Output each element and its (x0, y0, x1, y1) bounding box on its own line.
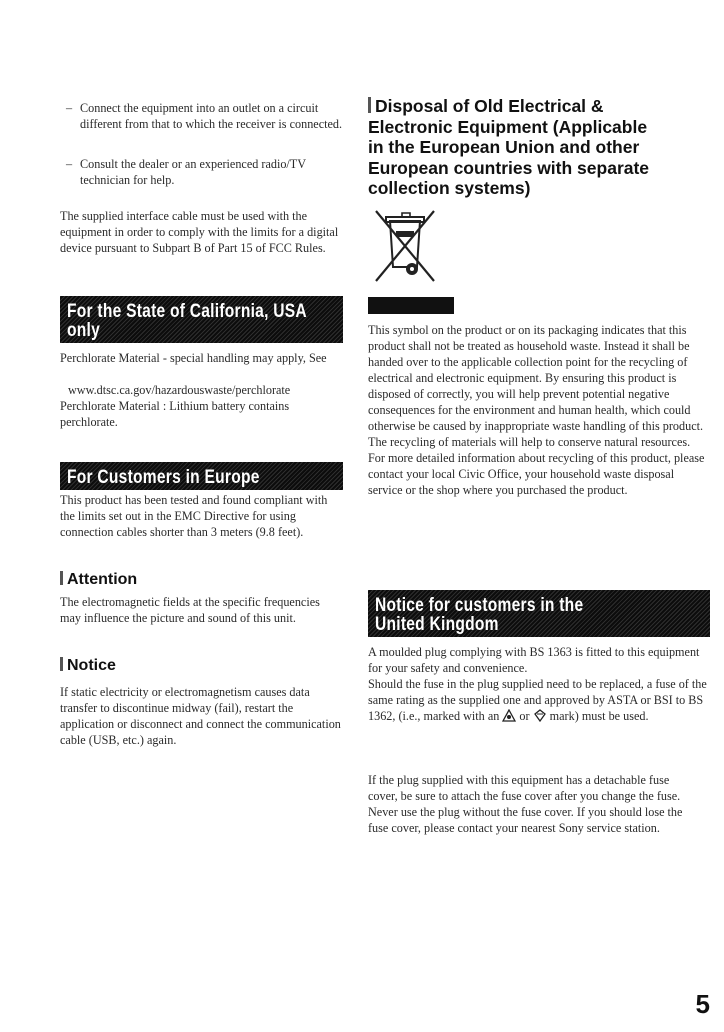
notice-heading: Notice (60, 656, 116, 676)
interface-cable-paragraph: The supplied interface cable must be used with the equipment in order to comply with the limits for a digital device pursuant to Subpart B of Part 15 of FCC Rules. (60, 209, 339, 255)
disposal-heading: Disposal of Old Electrical & Electronic Equipment (Applicable in the European Union and other European countries with separate collection systems) (368, 96, 650, 198)
asta-mark-icon (502, 709, 516, 722)
attention-paragraph: The electromagnetic fields at the specific frequencies may influence the picture and sound of this unit. (60, 595, 320, 625)
uk-fuse-cover-paragraph: If the plug supplied with this equipment has a detachable fuse cover, be sure to attach the fuse cover after you change the fuse. Never use the plug without the fuse cover. If you should lose the fuse cover, please contact your nearest Sony service station. (368, 773, 683, 835)
lithium-perchlorate-paragraph: Perchlorate Material : Lithium battery contains perchlorate. (60, 399, 290, 429)
europe-banner: For Customers in Europe (60, 462, 343, 490)
notice-paragraph: If static electricity or electromagnetism causes data transfer to discontinue midway (fail), restart the application or disconnect and connect the communication cable (USB, etc.) again. (60, 685, 341, 747)
crossed-out-wheelie-bin-icon (368, 207, 448, 289)
california-banner: For the State of California, USA only (60, 296, 343, 343)
heading-bar (60, 657, 63, 671)
uk-banner: Notice for customers in the United Kingdom (368, 590, 710, 637)
bin-underline-bar (368, 297, 454, 314)
heading-bar (60, 571, 63, 585)
bsi-kitemark-icon (533, 709, 547, 722)
perchlorate-url: www.dtsc.ca.gov/hazardouswaste/perchlorate (68, 383, 291, 397)
attention-heading: Attention (60, 570, 137, 590)
emc-paragraph: This product has been tested and found compliant with the limits set out in the EMC Directive for using connection cables shorter than 3 meters (9.8 feet). (60, 493, 328, 539)
uk-plug-paragraph: A moulded plug complying with BS 1363 is fitted to this equipment for your safety and convenience. Should the fuse in the plug supplied need to be replaced, a fuse of the same rating as the supplied one and approved by ASTA or BSI to BS 1362, (i.e., marked with an or mark) must be used. (368, 645, 707, 723)
bullet-connect-outlet: – Connect the equipment into an outlet on a circuit different from that to which the receiver is connected. (66, 101, 343, 131)
perchlorate-paragraph: Perchlorate Material - special handling may apply, See (60, 351, 327, 365)
bullet-consult-dealer: – Consult the dealer or an experienced radio/TV technician for help. (66, 157, 306, 187)
heading-bar (368, 97, 371, 113)
page-number: 5 (695, 989, 710, 1019)
disposal-paragraph: This symbol on the product or on its packaging indicates that this product shall not be treated as household waste. Instead it shall be handed over to the applicable collection point for the recycling of electrical and electronic equipment. By ensuring this product is disposed of correctly, you will help prevent potential negative consequences for the environment and human health, which could otherwise be caused by inappropriate waste handling of this product. The recycling of materials will help to conserve natural resources. For more detailed information about recycling of this product, please contact your local Civic Office, your household waste disposal service or the shop where you purchased the product. (368, 323, 705, 497)
